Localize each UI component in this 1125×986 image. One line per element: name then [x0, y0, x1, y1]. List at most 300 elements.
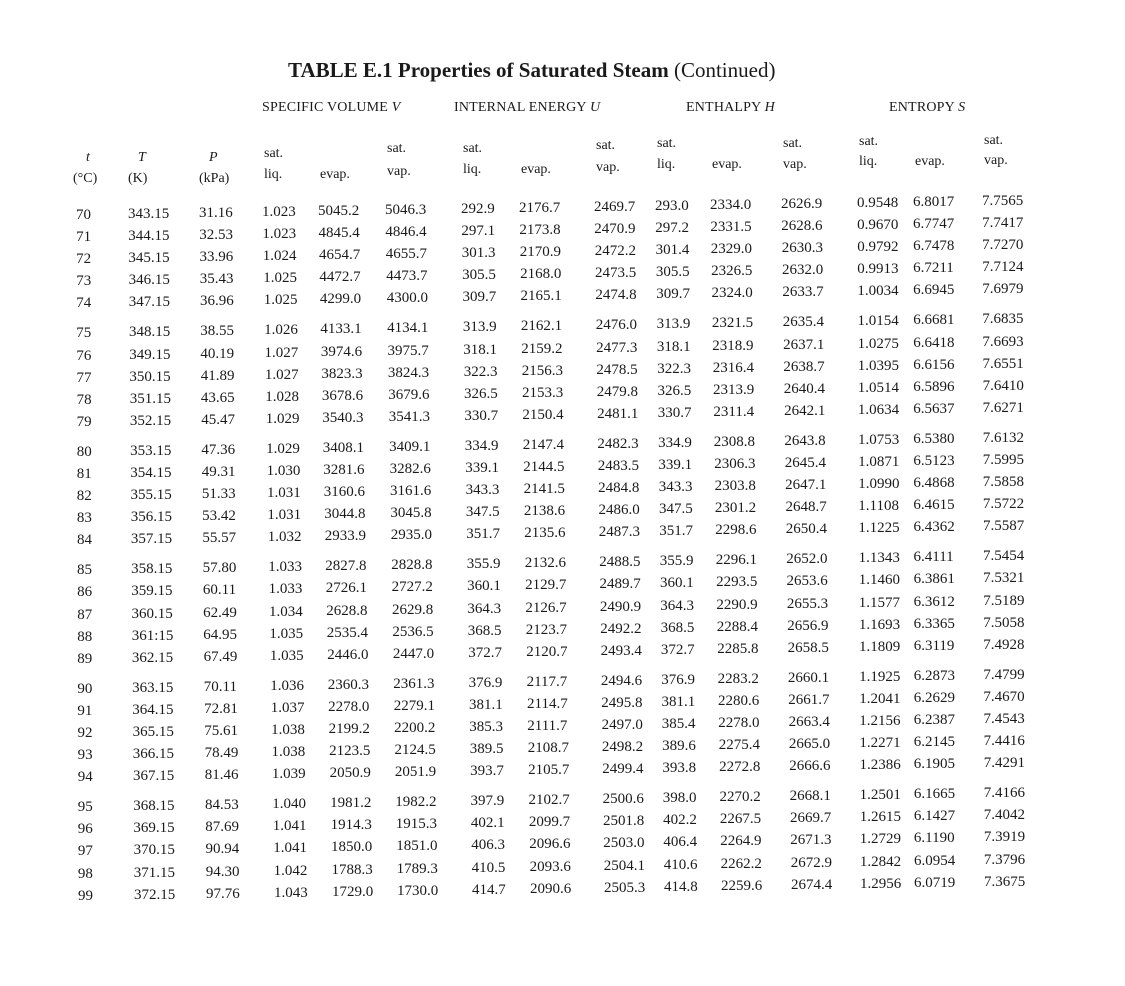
table-cell: 381.1: [661, 693, 696, 710]
table-cell: 2156.3: [521, 362, 563, 379]
table-cell: 2643.8: [784, 432, 826, 449]
table-cell: 2111.7: [527, 718, 568, 734]
table-cell: 2162.1: [520, 318, 563, 335]
table-cell: 7.5722: [982, 496, 1025, 513]
table-cell: 357.15: [130, 531, 173, 548]
table-cell: 1.2842: [859, 853, 902, 870]
table-cell: 349.15: [129, 346, 171, 363]
table-cell: 36.96: [200, 293, 234, 310]
table-cell: 1.0034: [857, 283, 899, 300]
table-cell: 2666.6: [789, 758, 831, 775]
table-cell: 2117.7: [526, 673, 568, 690]
table-cell: 3281.6: [323, 462, 365, 478]
table-cell: 2313.9: [713, 381, 755, 398]
table-cell: 346.15: [128, 272, 170, 289]
table-cell: 94: [77, 769, 93, 786]
table-cell: 339.1: [465, 460, 499, 476]
table-cell: 6.2873: [913, 667, 955, 684]
table-cell: 381.1: [469, 696, 503, 713]
table-cell: 366.15: [132, 746, 175, 763]
table-cell: 2135.6: [524, 525, 566, 542]
table-cell: 3975.7: [387, 342, 429, 359]
table-cell: 5046.3: [385, 202, 427, 218]
table-cell: 2176.7: [519, 200, 561, 216]
column-header-bottom: evap.: [521, 162, 551, 177]
table-cell: 6.8017: [913, 194, 955, 210]
table-cell: 2262.2: [720, 855, 762, 872]
table-cell: 2199.2: [328, 721, 370, 737]
table-cell: 75: [76, 325, 92, 342]
table-cell: 97.76: [206, 885, 240, 902]
table-cell: 7.4670: [983, 688, 1025, 705]
table-cell: 2474.8: [595, 287, 637, 304]
table-cell: 1.1460: [858, 572, 900, 589]
table-cell: 1.027: [264, 366, 299, 383]
table-cell: 2628.8: [326, 602, 368, 619]
table-cell: 1.2729: [859, 831, 902, 848]
table-cell: 2272.8: [719, 759, 761, 776]
table-cell: 2482.3: [597, 435, 639, 452]
table-cell: 389.5: [469, 741, 504, 758]
table-cell: 71: [76, 229, 92, 246]
table-cell: 2275.4: [718, 737, 760, 754]
table-cell: 2447.0: [392, 645, 435, 662]
table-cell: 1.029: [266, 440, 300, 457]
table-cell: 6.3861: [913, 571, 955, 588]
table-cell: 313.9: [462, 319, 497, 336]
table-cell: 1.042: [273, 862, 308, 879]
table-cell: 6.7478: [913, 238, 955, 255]
table-cell: 82: [76, 488, 92, 505]
table-cell: 2648.7: [785, 499, 827, 516]
table-cell: 351.15: [129, 390, 171, 407]
table-cell: 1788.3: [331, 861, 373, 878]
column-header-top: sat.: [463, 141, 483, 156]
table-cell: 0.9548: [857, 195, 899, 211]
table-cell: 2640.4: [783, 380, 826, 397]
table-cell: 1.2156: [859, 713, 901, 729]
table-cell: 49.31: [201, 464, 236, 480]
table-cell: 2108.7: [527, 740, 569, 757]
table-cell: 90.94: [205, 841, 240, 858]
table-cell: 7.3919: [983, 829, 1026, 846]
table-cell: 2321.5: [711, 315, 754, 332]
table-cell: 6.4615: [913, 497, 955, 514]
table-cell: 1.1577: [858, 594, 901, 611]
table-cell: 3045.8: [390, 505, 432, 522]
table-cell: 1.033: [268, 559, 302, 576]
table-cell: 385.3: [469, 719, 504, 735]
table-cell: 355.9: [659, 553, 694, 570]
table-cell: 3678.6: [321, 387, 364, 404]
table-cell: 7.7565: [982, 193, 1024, 209]
table-cell: 363.15: [132, 679, 174, 696]
table-cell: 2159.2: [521, 340, 563, 357]
table-cell: 1.040: [272, 796, 307, 813]
table-cell: 2656.9: [787, 617, 829, 634]
table-cell: 372.7: [468, 644, 502, 661]
table-cell: 2296.1: [715, 552, 757, 569]
table-cell: 3160.6: [323, 484, 366, 501]
table-cell: 1.035: [269, 625, 304, 642]
table-cell: 2129.7: [525, 577, 567, 594]
table-cell: 0.9670: [857, 217, 899, 234]
table-cell: 361:15: [131, 627, 174, 644]
table-cell: 2144.5: [523, 459, 565, 475]
table-cell: 2484.8: [598, 480, 640, 497]
table-cell: 74: [76, 295, 92, 312]
table-cell: 372.7: [660, 641, 695, 658]
table-cell: 3044.8: [324, 506, 366, 523]
table-cell: 87: [77, 606, 93, 623]
table-cell: 414.7: [472, 881, 506, 898]
table-cell: 2267.5: [719, 811, 762, 828]
table-cell: 1789.3: [396, 860, 438, 877]
table-cell: 2278.0: [718, 715, 760, 731]
table-cell: 2655.3: [786, 595, 829, 612]
table-cell: 2669.7: [790, 810, 832, 827]
table-cell: 1.027: [264, 344, 299, 361]
table-cell: 2477.3: [596, 339, 638, 356]
table-cell: 1914.3: [330, 817, 372, 834]
table-cell: 4299.0: [319, 291, 362, 308]
table-cell: 32.53: [199, 227, 233, 244]
table-cell: 343.3: [658, 479, 693, 496]
table-cell: 2488.5: [599, 554, 641, 571]
table-cell: 1.0395: [857, 357, 899, 374]
column-header-top: sat.: [596, 138, 616, 153]
table-cell: 2280.6: [718, 692, 760, 709]
table-cell: 0.9792: [857, 239, 899, 256]
table-cell: 365.15: [132, 724, 174, 740]
table-cell: 6.5380: [913, 430, 955, 447]
table-cell: 7.5995: [982, 452, 1025, 468]
table-cell: 7.5058: [983, 614, 1025, 631]
table-cell: 7.6410: [982, 377, 1024, 394]
table-cell: 1.037: [270, 699, 305, 716]
table-cell: 3409.1: [389, 438, 431, 455]
table-cell: 7.4543: [983, 711, 1025, 727]
table-cell: 3541.3: [388, 408, 430, 425]
table-cell: 7.6551: [982, 355, 1024, 372]
table-cell: 98: [77, 865, 93, 882]
table-cell: 92: [77, 725, 93, 741]
table-cell: 43.65: [200, 389, 235, 406]
table-cell: 7.6835: [982, 311, 1024, 328]
table-cell: 2270.2: [719, 789, 761, 806]
table-cell: 87.69: [205, 819, 240, 836]
table-cell: 7.6979: [982, 281, 1024, 298]
table-cell: 1.033: [268, 581, 303, 598]
table-cell: 6.1905: [913, 756, 956, 773]
table-title: [288, 58, 775, 83]
table-cell: 2671.3: [790, 832, 832, 849]
table-cell: 70.11: [203, 678, 237, 695]
table-cell: 83: [76, 510, 92, 527]
table-cell: 2489.7: [599, 576, 641, 593]
table-cell: 75.61: [204, 723, 239, 739]
table-cell: 364.15: [132, 701, 174, 718]
table-cell: 2147.4: [522, 436, 565, 453]
table-cell: 4473.7: [386, 268, 428, 285]
table-cell: 53.42: [202, 508, 236, 525]
table-cell: 93: [77, 747, 93, 764]
table-cell: 1.038: [271, 722, 305, 738]
table-cell: 4845.4: [318, 225, 360, 242]
table-cell: 2124.5: [394, 742, 436, 759]
table-cell: 393.8: [662, 760, 697, 777]
table-cell: 84: [77, 532, 92, 549]
table-cell: 3282.6: [389, 461, 431, 477]
table-cell: 2535.4: [326, 624, 368, 641]
table-cell: 2536.5: [392, 623, 434, 640]
table-cell: 2935.0: [390, 527, 433, 544]
table-cell: 1.0634: [857, 401, 900, 418]
table-cell: 2446.0: [327, 646, 369, 663]
table-cell: 301.3: [461, 245, 496, 262]
table-cell: 96: [77, 821, 93, 838]
table-cell: 2316.4: [712, 359, 754, 376]
table-cell: 376.9: [468, 674, 503, 691]
table-cell: 1.023: [262, 226, 297, 243]
table-cell: 2674.4: [791, 876, 833, 893]
table-cell: 372.15: [134, 886, 176, 903]
table-cell: 347.15: [128, 294, 171, 311]
table-cell: 57.80: [202, 560, 237, 577]
table-cell: 2168.0: [520, 266, 562, 283]
table-cell: 2326.5: [711, 263, 753, 280]
table-cell: 2283.2: [717, 670, 759, 687]
column-header-top: T: [138, 150, 146, 165]
column-header-bottom: evap.: [915, 154, 945, 169]
table-cell: 364.3: [660, 597, 695, 614]
column-header-top: sat.: [859, 134, 879, 149]
table-cell: 1.041: [272, 818, 307, 835]
table-cell: 352.15: [129, 412, 172, 429]
column-header-top: P: [209, 150, 218, 165]
table-cell: 7.5189: [983, 592, 1025, 609]
table-cell: 1.031: [267, 507, 302, 524]
table-cell: 1730.0: [397, 882, 439, 899]
table-cell: 326.5: [464, 385, 498, 402]
table-cell: 2642.1: [784, 402, 826, 419]
table-cell: 2290.9: [716, 596, 758, 613]
table-cell: 2138.6: [523, 503, 566, 520]
table-cell: 2495.8: [601, 694, 643, 711]
table-cell: 358.15: [131, 561, 173, 578]
table-cell: 95: [77, 799, 93, 816]
table-cell: 348.15: [129, 324, 171, 341]
table-cell: 72: [76, 251, 92, 268]
table-cell: 85: [77, 562, 92, 579]
table-cell: 355.9: [466, 556, 501, 573]
table-cell: 2298.6: [715, 522, 757, 539]
table-cell: 1.028: [265, 388, 300, 405]
table-cell: 6.7747: [913, 216, 955, 233]
table-cell: 353.15: [130, 442, 172, 459]
table-cell: 41.89: [200, 367, 235, 384]
table-cell: 2170.9: [519, 244, 562, 261]
table-cell: 309.7: [462, 289, 497, 306]
table-cell: 3161.6: [390, 483, 432, 500]
table-cell: 1982.2: [395, 794, 437, 811]
table-cell: 1.031: [267, 485, 301, 502]
table-cell: 6.5896: [913, 378, 955, 395]
table-cell: 1851.0: [396, 838, 438, 855]
table-cell: 2481.1: [597, 405, 639, 422]
table-cell: 94.30: [205, 863, 240, 880]
table-cell: 78: [76, 391, 92, 408]
table-cell: 334.9: [464, 437, 499, 454]
table-cell: 292.9: [461, 201, 495, 217]
table-cell: 2050.9: [329, 765, 371, 782]
table-cell: 360.1: [660, 575, 694, 592]
table-cell: 6.7211: [913, 260, 954, 277]
table-title-continued: (Continued): [673, 58, 776, 82]
table-cell: 35.43: [199, 271, 234, 288]
table-cell: 2498.2: [601, 739, 644, 756]
table-cell: 1729.0: [332, 883, 374, 900]
table-cell: 1.025: [263, 292, 298, 309]
table-cell: 6.2629: [913, 689, 955, 706]
table-cell: 1981.2: [330, 795, 372, 812]
table-cell: 1.1108: [858, 498, 899, 515]
table-cell: 2264.9: [720, 833, 762, 850]
column-header-top: t: [86, 150, 90, 165]
column-header-bottom: liq.: [463, 162, 482, 177]
table-cell: 330.7: [657, 404, 692, 421]
table-cell: 2487.3: [598, 524, 641, 541]
table-cell: 6.3119: [913, 637, 955, 654]
table-cell: 67.49: [203, 648, 238, 665]
table-cell: 2650.4: [785, 521, 828, 538]
table-cell: 2285.8: [717, 640, 759, 657]
table-cell: 343.3: [465, 482, 500, 499]
table-cell: 4300.0: [386, 290, 428, 307]
table-cell: 2329.0: [710, 241, 753, 258]
table-cell: 2126.7: [525, 599, 567, 616]
table-cell: 2505.3: [604, 879, 646, 896]
table-cell: 2727.2: [391, 579, 433, 596]
table-cell: 351.7: [466, 526, 501, 543]
table-cell: 73: [76, 273, 92, 290]
table-cell: 2279.1: [393, 697, 435, 714]
table-cell: 1.034: [269, 603, 303, 620]
table-cell: 2288.4: [716, 618, 759, 635]
table-cell: 393.7: [470, 763, 504, 780]
table-cell: 7.4416: [983, 733, 1025, 750]
table-cell: 2470.9: [594, 221, 636, 238]
table-cell: 7.6132: [982, 429, 1024, 446]
table-cell: 345.15: [128, 250, 170, 267]
table-cell: 6.2145: [913, 734, 956, 751]
table-cell: 1.032: [267, 529, 302, 546]
table-cell: 3408.1: [322, 439, 365, 456]
table-cell: 99: [78, 887, 93, 904]
table-cell: 7.7417: [982, 215, 1024, 232]
table-cell: 2360.3: [327, 676, 369, 693]
table-cell: 7.6271: [982, 399, 1024, 416]
table-cell: 297.2: [655, 220, 690, 237]
table-cell: 2051.9: [394, 764, 437, 781]
table-cell: 2633.7: [782, 284, 824, 301]
table-cell: 2123.5: [329, 743, 371, 760]
table-cell: 6.2387: [913, 712, 956, 728]
table-cell: 2658.5: [787, 639, 829, 656]
table-cell: 81: [76, 466, 92, 482]
table-cell: 1.041: [273, 840, 307, 857]
table-cell: 7.4928: [983, 636, 1025, 653]
table-cell: 4655.7: [385, 246, 428, 263]
table-cell: 47.36: [201, 441, 236, 458]
table-cell: 2827.8: [325, 558, 367, 575]
table-cell: 7.5858: [982, 474, 1025, 491]
table-cell: 2311.4: [713, 403, 755, 420]
table-cell: 6.5123: [913, 453, 955, 469]
table-cell: 360.1: [467, 578, 501, 595]
table-cell: 1.0275: [857, 335, 899, 352]
table-cell: 1.043: [274, 884, 308, 901]
table-cell: 2293.5: [716, 574, 758, 591]
table-cell: 1.1343: [858, 550, 900, 567]
table-cell: 2504.1: [603, 857, 645, 874]
table-cell: 368.5: [467, 622, 502, 639]
column-header-bottom: evap.: [320, 167, 350, 182]
table-cell: 2105.7: [528, 762, 570, 779]
table-cell: 1.2041: [859, 690, 901, 707]
table-cell: 2165.1: [520, 288, 562, 305]
table-cell: 3824.3: [387, 364, 430, 381]
table-cell: 1.026: [264, 322, 298, 339]
table-cell: 389.6: [662, 738, 696, 755]
table-cell: 3540.3: [322, 409, 364, 426]
table-cell: 354.15: [130, 465, 172, 481]
table-cell: 1915.3: [395, 816, 438, 833]
table-cell: 293.0: [655, 198, 689, 214]
table-cell: 347.5: [465, 504, 500, 521]
table-cell: 371.15: [133, 864, 176, 881]
table-cell: 33.96: [199, 249, 234, 266]
table-cell: 2114.7: [527, 695, 568, 712]
table-cell: 2278.0: [328, 698, 370, 715]
table-cell: 4846.4: [385, 224, 427, 241]
table-cell: 402.1: [470, 815, 505, 832]
table-cell: 7.6693: [982, 333, 1024, 350]
table-cell: 356.15: [130, 509, 172, 526]
table-cell: 6.4111: [913, 549, 954, 566]
column-header-bottom: vap.: [387, 164, 411, 179]
table-cell: 347.5: [659, 501, 693, 518]
table-cell: 2497.0: [601, 717, 643, 733]
table-cell: 2331.5: [710, 219, 752, 236]
table-cell: 406.3: [471, 837, 505, 854]
table-cell: 2308.8: [713, 433, 756, 450]
table-title-main: TABLE E.1 Properties of Saturated Steam: [288, 58, 669, 82]
table-cell: 1.035: [269, 647, 304, 664]
table-cell: 1.2501: [859, 787, 901, 804]
table-cell: 6.1665: [913, 786, 956, 803]
table-cell: 1.038: [271, 744, 306, 761]
column-header-top: sat.: [984, 133, 1004, 148]
table-cell: 1.025: [263, 270, 297, 287]
column-header-bottom: vap.: [596, 160, 620, 175]
table-cell: 2318.9: [712, 337, 754, 354]
table-cell: 362.15: [131, 649, 174, 666]
table-cell: 89: [77, 650, 93, 667]
table-cell: 2630.3: [781, 240, 823, 257]
table-cell: 76: [76, 347, 92, 364]
table-cell: 301.4: [655, 242, 690, 259]
